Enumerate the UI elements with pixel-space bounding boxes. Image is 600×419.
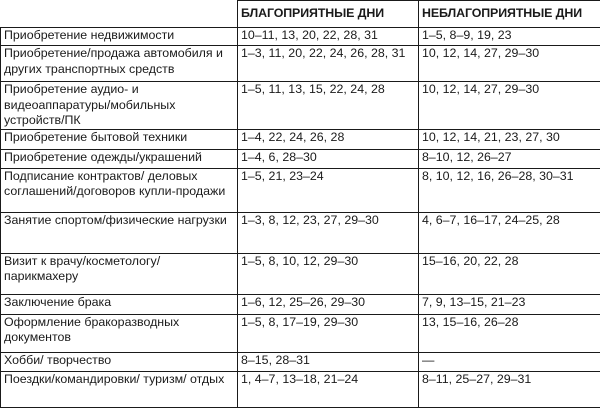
favorable-cell: 1–6, 12, 25–26, 29–30 — [238, 294, 419, 314]
unfavorable-cell: 15–16, 20, 22, 28 — [419, 253, 600, 294]
activity-cell: Подписание контрактов/ деловых соглашений/договоров купли-продажи — [1, 168, 238, 212]
unfavorable-cell: 8, 10, 12, 16, 26–28, 30–31 — [419, 168, 600, 212]
activity-cell: Оформление бракоразводных документов — [1, 314, 238, 352]
table-row — [1, 314, 600, 352]
activity-cell: Визит к врачу/косметологу/ парикмахеру — [1, 253, 238, 294]
activity-cell: Приобретение бытовой техники — [1, 129, 238, 149]
table-row — [1, 129, 600, 149]
unfavorable-cell: 8–11, 25–27, 29–31 — [419, 371, 600, 407]
activity-cell: Приобретение одежды/украшений — [1, 149, 238, 168]
table-row — [1, 82, 600, 130]
unfavorable-cell: 1–5, 8–9, 19, 23 — [419, 28, 600, 46]
unfavorable-cell: 10, 12, 14, 27, 29–30 — [419, 46, 600, 82]
favorable-cell: 1–4, 22, 24, 26, 28 — [238, 129, 419, 149]
unfavorable-cell: 10, 12, 14, 21, 23, 27, 30 — [419, 129, 600, 149]
unfavorable-cell: 10, 12, 14, 27, 29–30 — [419, 82, 600, 130]
favorable-cell: 8–15, 28–31 — [238, 352, 419, 371]
header-unfavorable-days: НЕБЛАГОПРИЯТНЫЕ ДНИ — [419, 1, 600, 28]
activity-cell: Приобретение/продажа автомобиля и других транспортных средств — [1, 46, 238, 82]
favorable-cell: 1–5, 8, 10, 12, 29–30 — [238, 253, 419, 294]
header-activity — [1, 1, 238, 28]
unfavorable-cell: 7, 9, 13–15, 21–23 — [419, 294, 600, 314]
favorable-cell: 1–5, 8, 17–19, 29–30 — [238, 314, 419, 352]
table-row — [1, 371, 600, 407]
favorable-cell: 10–11, 13, 20, 22, 28, 31 — [238, 28, 419, 46]
table-row — [1, 28, 600, 46]
table-row — [1, 168, 600, 212]
header-row — [1, 1, 600, 28]
unfavorable-cell: 4, 6–7, 16–17, 24–25, 28 — [419, 212, 600, 253]
activity-cell: Заключение брака — [1, 294, 238, 314]
table-row — [1, 253, 600, 294]
favorable-cell: 1–5, 21, 23–24 — [238, 168, 419, 212]
activity-cell: Поездки/командировки/ туризм/ отдых — [1, 371, 238, 407]
activity-cell: Занятие спортом/физические нагрузки — [1, 212, 238, 253]
favorable-cell: 1–3, 8, 12, 23, 27, 29–30 — [238, 212, 419, 253]
favorable-cell: 1, 4–7, 13–18, 21–24 — [238, 371, 419, 407]
activity-cell: Приобретение недвижимости — [1, 28, 238, 46]
unfavorable-cell: 8–10, 12, 26–27 — [419, 149, 600, 168]
activity-cell: Приобретение аудио- и видеоаппаратуры/мобильных устройств/ПК — [1, 82, 238, 130]
table-row — [1, 212, 600, 253]
unfavorable-cell: 13, 15–16, 26–28 — [419, 314, 600, 352]
favorable-cell: 1–4, 6, 28–30 — [238, 149, 419, 168]
unfavorable-cell: — — [419, 352, 600, 371]
activity-cell: Хобби/ творчество — [1, 352, 238, 371]
favorable-cell: 1–5, 11, 13, 15, 22, 24, 28 — [238, 82, 419, 130]
table-row — [1, 149, 600, 168]
header-favorable-days: БЛАГОПРИЯТНЫЕ ДНИ — [238, 1, 419, 28]
favorable-cell: 1–3, 11, 20, 22, 24, 26, 28, 31 — [238, 46, 419, 82]
table-row — [1, 46, 600, 82]
table-row — [1, 352, 600, 371]
table-row — [1, 294, 600, 314]
